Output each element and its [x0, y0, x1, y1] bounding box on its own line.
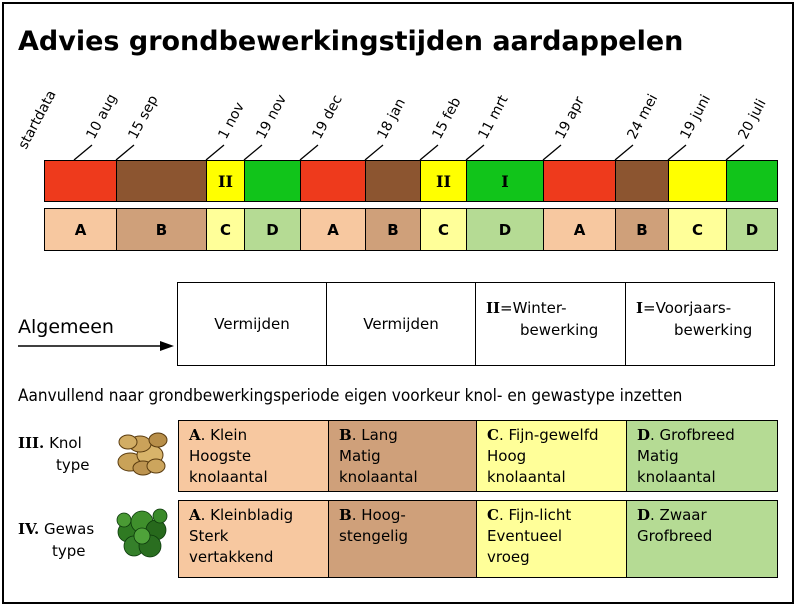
knol-type-text: . Lang Matig knolaantal	[339, 426, 418, 486]
gewas-line2: type	[52, 542, 86, 560]
knol-type-text: . Fijn-gewelfd Hoog knolaantal	[487, 426, 599, 486]
period-segment	[300, 160, 366, 202]
date-label: 19 nov	[253, 91, 291, 142]
knol-type-cell	[626, 420, 778, 492]
period-segment	[365, 160, 421, 202]
date-tick	[420, 145, 438, 160]
legend-spring-line2: bewerking	[674, 321, 753, 339]
date-label: 15 feb	[429, 94, 465, 142]
type-letter-cell: B	[365, 208, 421, 251]
gewas-type-text: . Zwaar Grofbreed	[637, 506, 713, 545]
period-segment: II	[420, 160, 467, 202]
gewas-type-cell	[476, 500, 627, 578]
type-letter-cell: A	[300, 208, 366, 251]
knol-type-text: . Klein Hoogste knolaantal	[189, 426, 268, 486]
period-segment	[543, 160, 616, 202]
type-letter-cell: A	[543, 208, 616, 251]
date-tick	[615, 145, 633, 160]
period-segment	[668, 160, 727, 202]
type-letter-cell: D	[466, 208, 544, 251]
gewas-type-letter: B	[339, 506, 352, 524]
date-tick	[543, 145, 561, 160]
date-tick	[365, 145, 383, 160]
knol-line1: Knol	[49, 434, 82, 452]
gewas-roman: IV.	[18, 520, 40, 538]
legend-spring-code: I	[636, 299, 644, 317]
period-segment: II	[206, 160, 245, 202]
type-letter-cell: A	[44, 208, 117, 251]
date-tick	[668, 145, 686, 160]
type-letter-cell: C	[668, 208, 727, 251]
knol-type-cell	[476, 420, 627, 492]
period-segment	[615, 160, 669, 202]
gewas-line1: Gewas	[44, 520, 95, 538]
date-label: 19 apr	[552, 94, 588, 142]
gewas-type-text: . Kleinbladig Sterk vertakkend	[189, 506, 294, 566]
subtitle: Aanvullend naar grondbewerkingsperiode eigen voorkeur knol- en gewastype inzetten	[18, 386, 683, 405]
knol-type-text: . Grofbreed Matig knolaantal	[637, 426, 735, 486]
knol-type-cell	[178, 420, 329, 492]
legend-winter-code: II	[486, 299, 501, 317]
knol-line2: type	[56, 456, 90, 474]
knol-type-letter: C	[487, 426, 499, 444]
period-segment	[244, 160, 301, 202]
legend-avoid-brown-text: Vermijden	[363, 315, 439, 333]
gewas-type-letter: D	[637, 506, 651, 524]
knol-type-cell	[328, 420, 477, 492]
date-tick	[244, 145, 262, 160]
gewas-type-text: . Fijn-licht Eventueel vroeg	[487, 506, 572, 566]
date-tick	[206, 145, 224, 160]
knol-roman: III.	[18, 434, 45, 452]
period-segment	[726, 160, 778, 202]
date-tick	[300, 145, 318, 160]
gewas-type-letter: A	[189, 506, 201, 524]
date-tick	[726, 145, 744, 160]
legend-spring	[625, 282, 775, 366]
knol-type-letter: A	[189, 426, 201, 444]
legend-avoid-red	[177, 282, 327, 366]
date-label: 10 aug	[83, 91, 121, 142]
gewas-type-cell	[626, 500, 778, 578]
period-segment	[44, 160, 117, 202]
legend-winter	[475, 282, 626, 366]
diagram-title: Advies grondbewerkingstijden aardappelen	[18, 26, 684, 57]
knol-type-letter: D	[637, 426, 651, 444]
date-label: 1 nov	[215, 99, 248, 142]
date-label: 15 sep	[125, 92, 162, 142]
date-label: 18 jan	[374, 95, 410, 142]
legend-avoid-brown	[326, 282, 476, 366]
period-segment	[116, 160, 207, 202]
date-label: 20 juli	[735, 96, 770, 142]
date-tick	[74, 145, 92, 160]
legend-spring-line1: =Voorjaars-	[643, 299, 732, 317]
type-letter-cell: B	[116, 208, 207, 251]
date-label: 19 juni	[677, 92, 714, 142]
date-label: 11 mrt	[475, 92, 512, 142]
legend-winter-line1: =Winter-	[500, 299, 567, 317]
gewas-type-cell	[178, 500, 329, 578]
type-letter-cell: C	[420, 208, 467, 251]
knol-type-letter: B	[339, 426, 352, 444]
type-letter-cell: C	[206, 208, 245, 251]
date-label: 19 dec	[309, 92, 346, 142]
gewas-type-cell	[328, 500, 477, 578]
date-tick	[116, 145, 134, 160]
date-tick	[466, 145, 484, 160]
algemeen-label: Algemeen	[18, 316, 114, 338]
gewas-row-label	[18, 518, 94, 562]
gewas-type-letter: C	[487, 506, 499, 524]
knol-row-label	[18, 432, 90, 476]
timeline-start-label: startdata	[15, 87, 60, 152]
period-segment: I	[466, 160, 544, 202]
date-label: 24 mei	[624, 91, 662, 142]
type-letter-cell: B	[615, 208, 669, 251]
type-letter-cell: D	[726, 208, 778, 251]
gewas-type-text: . Hoog- stengelig	[339, 506, 409, 545]
legend-winter-line2: bewerking	[520, 321, 599, 339]
type-letter-cell: D	[244, 208, 301, 251]
legend-avoid-red-text: Vermijden	[214, 315, 290, 333]
